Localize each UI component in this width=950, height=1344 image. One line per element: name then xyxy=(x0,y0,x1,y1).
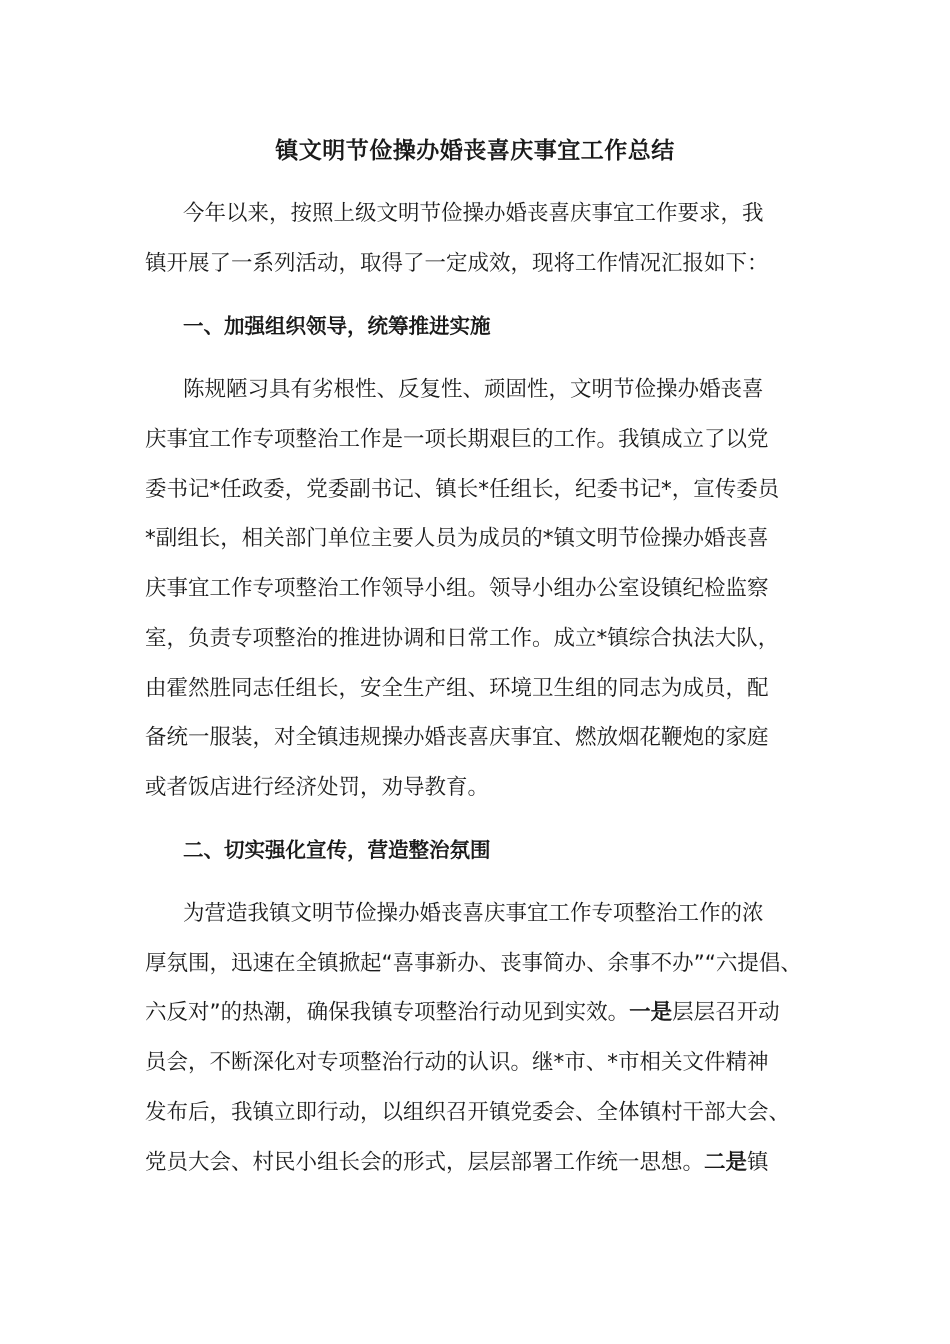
section-2-emphasis-first: 一是 xyxy=(629,1000,673,1025)
section-2-line-1: 为营造我镇文明节俭操办婚丧喜庆事宜工作专项整治工作的浓 xyxy=(183,901,764,926)
intro-line-1: 今年以来，按照上级文明节俭操办婚丧喜庆事宜工作要求，我 xyxy=(183,201,764,226)
section-1-line-5: 庆事宜工作专项整治工作领导小组。领导小组办公室设镇纪检监察 xyxy=(145,576,769,601)
section-1-heading: 一、加强组织领导，统筹推进实施 xyxy=(183,314,491,338)
section-2-emphasis-second: 二是 xyxy=(704,1150,748,1175)
document-title: 镇文明节俭操办婚丧喜庆事宜工作总结 xyxy=(275,138,675,164)
section-1-line-3: 委书记*任政委，党委副书记、镇长*任组长，纪委书记*，宣传委员 xyxy=(145,477,780,502)
section-1-line-9: 或者饭店进行经济处罚，劝导教育。 xyxy=(145,775,490,800)
section-1-line-1: 陈规陋习具有劣根性、反复性、顽固性，文明节俭操办婚丧喜 xyxy=(183,377,764,402)
section-2-heading: 二、切实强化宣传，营造整治氛围 xyxy=(183,838,491,862)
section-2-line-2: 厚氛围，迅速在全镇掀起“喜事新办、丧事简办、余事不办”“六提倡、 xyxy=(145,951,802,976)
intro-line-2: 镇开展了一系列活动，取得了一定成效，现将工作情况汇报如下： xyxy=(145,251,769,276)
section-1-line-7: 由霍然胜同志任组长，安全生产组、环境卫生组的同志为成员，配 xyxy=(145,676,769,701)
section-1-line-4: *副组长，相关部门单位主要人员为成员的*镇文明节俭操办婚丧喜 xyxy=(145,526,769,551)
section-2-line-4: 员会，不断深化对专项整治行动的认识。继*市、*市相关文件精神 xyxy=(145,1050,769,1075)
section-2-line-6-tail: 镇 xyxy=(747,1150,769,1175)
section-2-line-5: 发布后，我镇立即行动，以组织召开镇党委会、全体镇村干部大会、 xyxy=(145,1100,791,1125)
section-1-line-2: 庆事宜工作专项整治工作是一项长期艰巨的工作。我镇成立了以党 xyxy=(145,427,769,452)
section-1-line-6: 室，负责专项整治的推进协调和日常工作。成立*镇综合执法大队， xyxy=(145,626,780,651)
section-2-line-3 xyxy=(145,993,780,1033)
section-1-line-8: 备统一服装，对全镇违规操办婚丧喜庆事宜、燃放烟花鞭炮的家庭 xyxy=(145,725,769,750)
section-2-line-3-text: 六反对”的热潮，确保我镇专项整治行动见到实效。 xyxy=(145,1000,630,1025)
section-2-line-6-text: 党员大会、村民小组长会的形式，层层部署工作统一思想。 xyxy=(145,1150,705,1175)
section-2-line-3-tail: 层层召开动 xyxy=(672,1000,780,1025)
section-2-line-6 xyxy=(145,1143,769,1183)
